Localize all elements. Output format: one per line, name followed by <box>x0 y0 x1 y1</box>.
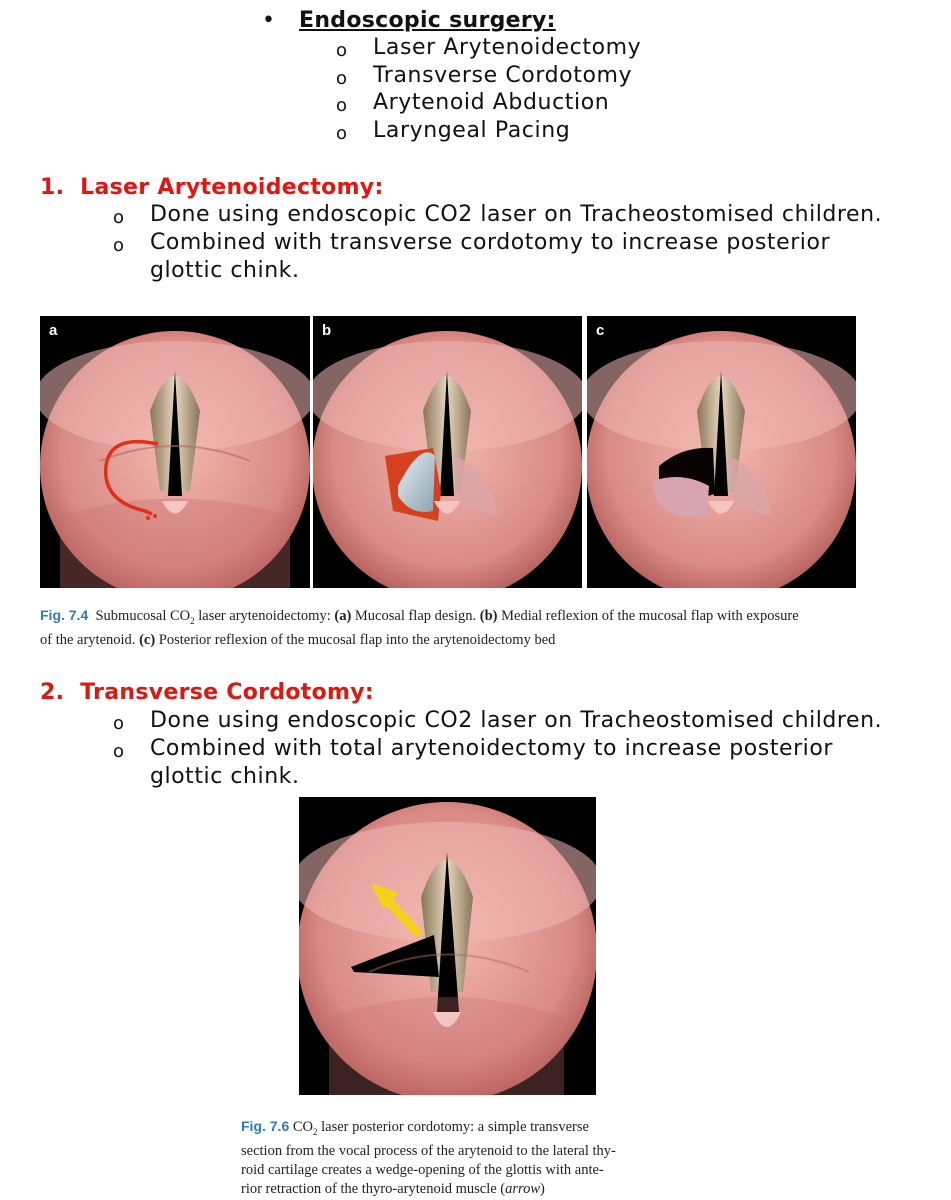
panel-label-a: a <box>49 322 58 339</box>
point-marker: o <box>113 207 125 228</box>
caption-text: CO <box>289 1119 314 1135</box>
sub-item-arytenoid-abduction: Arytenoid Abduction <box>373 90 610 115</box>
sub-bullet-marker: o <box>336 123 348 144</box>
figure-7-6-caption <box>241 1117 671 1199</box>
caption-text: Mucosal flap design. <box>351 608 480 624</box>
sub-bullet-marker: o <box>336 40 348 61</box>
caption-line-3: roid cartilage creates a wedge-opening of the glottis with ante- <box>241 1161 604 1178</box>
caption-text: laser posterior cordotomy: a simple transverse <box>317 1119 589 1135</box>
figure-label: Fig. 7.4 <box>40 607 89 623</box>
caption-line-1 <box>241 1117 671 1142</box>
caption-text: of the arytenoid. <box>40 631 140 648</box>
sub-item-laser-arytenoidectomy: Laser Arytenoidectomy <box>373 35 642 60</box>
caption-text: Medial reflexion of the mucosal flap with exposure <box>497 608 799 624</box>
section2-point1: Done using endoscopic CO2 laser on Tracheostomised children. <box>150 708 883 733</box>
figure-label: Fig. 7.6 <box>241 1118 290 1134</box>
figure-7-6-image <box>299 797 596 1095</box>
sub-item-laryngeal-pacing: Laryngeal Pacing <box>373 118 571 143</box>
point-marker: o <box>113 741 125 762</box>
caption-subscript: 2 <box>190 615 195 626</box>
caption-ref-a: (a) <box>334 608 352 624</box>
section1-point1: Done using endoscopic CO2 laser on Tracheostomised children. <box>150 202 883 227</box>
panel-label-b: b <box>322 322 332 339</box>
caption-arrow-word: arrow <box>505 1180 541 1197</box>
caption-text: ) <box>540 1180 545 1197</box>
caption-line-2 <box>40 631 870 650</box>
figure-7-4-caption <box>40 606 870 650</box>
sub-bullet-marker: o <box>336 95 348 116</box>
figure-panel-c <box>587 316 856 588</box>
figure-panel-a <box>40 316 310 588</box>
bullet-heading: Endoscopic surgery: <box>299 8 556 33</box>
caption-text: Submucosal CO <box>95 608 191 624</box>
sub-bullet-marker: o <box>336 68 348 89</box>
bullet-dot: • <box>262 8 275 33</box>
caption-text: rior retraction of the thyro-arytenoid muscle ( <box>241 1180 506 1197</box>
section-heading-transverse-cordotomy: 2. Transverse Cordotomy: <box>40 680 374 705</box>
caption-subscript: 2 <box>313 1126 318 1137</box>
section1-point2: Combined with transverse cordotomy to increase posterior <box>150 230 831 255</box>
section2-point2-cont: glottic chink. <box>150 764 300 789</box>
caption-line-4 <box>241 1180 671 1199</box>
caption-ref-b: (b) <box>479 608 498 624</box>
caption-line-2: section from the vocal process of the arytenoid to the lateral thy- <box>241 1142 616 1159</box>
point-marker: o <box>113 713 125 734</box>
figure-panel-b <box>313 316 582 588</box>
caption-text: laser arytenoidectomy: <box>194 608 335 624</box>
section-heading-laser-arytenoidectomy: 1. Laser Arytenoidectomy: <box>40 175 384 200</box>
section2-point2: Combined with total arytenoidectomy to increase posterior <box>150 736 833 761</box>
point-marker: o <box>113 235 125 256</box>
caption-line-1 <box>40 606 870 631</box>
section1-point2-cont: glottic chink. <box>150 258 300 283</box>
panel-label-c: c <box>596 322 605 339</box>
caption-text: Posterior reflexion of the mucosal flap into the arytenoidectomy bed <box>155 631 556 648</box>
caption-ref-c: (c) <box>139 631 156 648</box>
sub-item-transverse-cordotomy: Transverse Cordotomy <box>373 63 633 88</box>
